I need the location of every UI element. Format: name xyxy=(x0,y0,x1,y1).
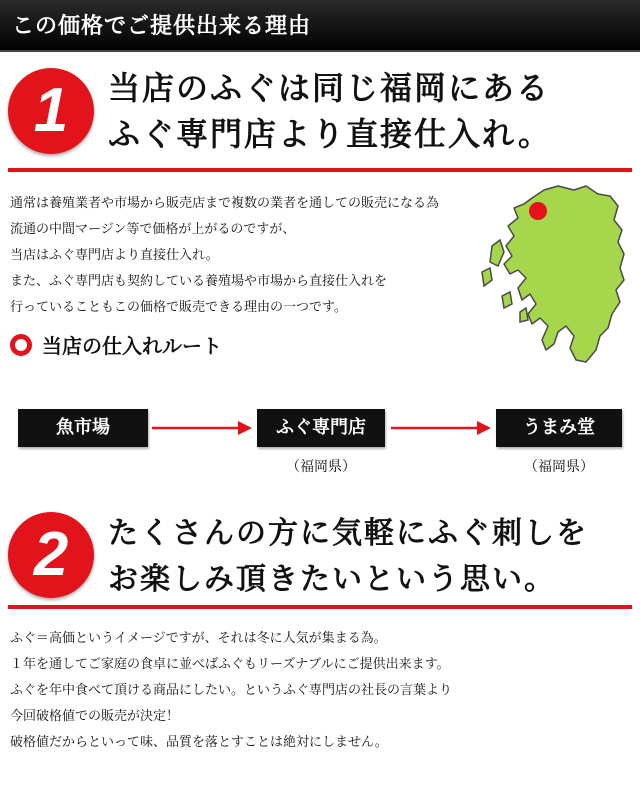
section1-body-line: 通常は養殖業者や市場から販売店まで複数の業者を通しての販売になる為 xyxy=(10,196,440,211)
number-badge-1-label: 1 xyxy=(33,76,69,145)
section1-divider xyxy=(8,168,632,172)
header-title: この価格でご提供出来る理由 xyxy=(12,14,312,39)
section2-body-line: 破格値だからといって味、品質を落とすことは絶対にしません。 xyxy=(10,735,388,750)
section2-body-line: １年を通してご家庭の食卓に並べばふぐもリーズナブルにご提供出来ます。 xyxy=(10,657,450,672)
section2-body-line: ふぐ＝高価というイメージですが、それは冬に人気が集まる為。 xyxy=(10,631,387,646)
section1-headline-line1: 当店のふぐは同じ福岡にある xyxy=(108,69,551,107)
route-step-sub: （福岡県） xyxy=(524,459,594,475)
section2-divider xyxy=(8,605,632,609)
red-ring-icon xyxy=(10,334,32,356)
route-arrow-icon xyxy=(391,417,493,439)
header-bar xyxy=(0,0,640,52)
kyushu-map-icon xyxy=(462,176,640,370)
route-step-umamido xyxy=(496,409,622,447)
section1-headline-line2: ふぐ専門店より直接仕入れ。 xyxy=(108,115,552,153)
fukuoka-dot-icon xyxy=(529,202,547,220)
section2-body xyxy=(10,626,452,756)
section2-body-line: 今回破格値での販売が決定！ xyxy=(10,709,180,724)
route-step-label: 魚市場 xyxy=(56,417,110,438)
route-step-fugu-shop xyxy=(257,409,385,447)
route-step-sub: （福岡県） xyxy=(286,459,356,475)
number-badge-2 xyxy=(8,512,94,598)
route-step-label: うまみ堂 xyxy=(523,417,595,438)
section2-headline-line2: お楽しみ頂きたいという思い。 xyxy=(108,562,556,597)
number-badge-2-label: 2 xyxy=(33,520,69,589)
section1-body-line: 流通の中間マージン等で価格が上がるのですが、 xyxy=(10,222,296,237)
route-title-label: 当店の仕入れルート xyxy=(42,334,222,358)
route-arrow-icon xyxy=(152,417,254,439)
section1-body-line: 当店はふぐ専門店より直接仕入れ。 xyxy=(10,248,219,263)
section1-body xyxy=(10,191,439,321)
section2-headline-line1: たくさんの方に気軽にふぐ刺しを xyxy=(108,516,588,551)
route-step-fish-market xyxy=(18,409,148,447)
section1-body-line: 行っていることもこの価格で販売できる理由の一つです。 xyxy=(10,300,347,315)
number-badge-1 xyxy=(8,68,94,154)
section2-headline xyxy=(108,514,588,600)
section1-headline xyxy=(108,68,552,154)
section1-body-line: また、ふぐ専門店も契約している養殖場や市場から直接仕入れを xyxy=(10,274,388,289)
section2-body-line: ふぐを年中食べて頂ける商品にしたい。というふぐ専門店の社長の言葉より xyxy=(10,683,453,698)
route-step-label: ふぐ専門店 xyxy=(276,417,366,438)
